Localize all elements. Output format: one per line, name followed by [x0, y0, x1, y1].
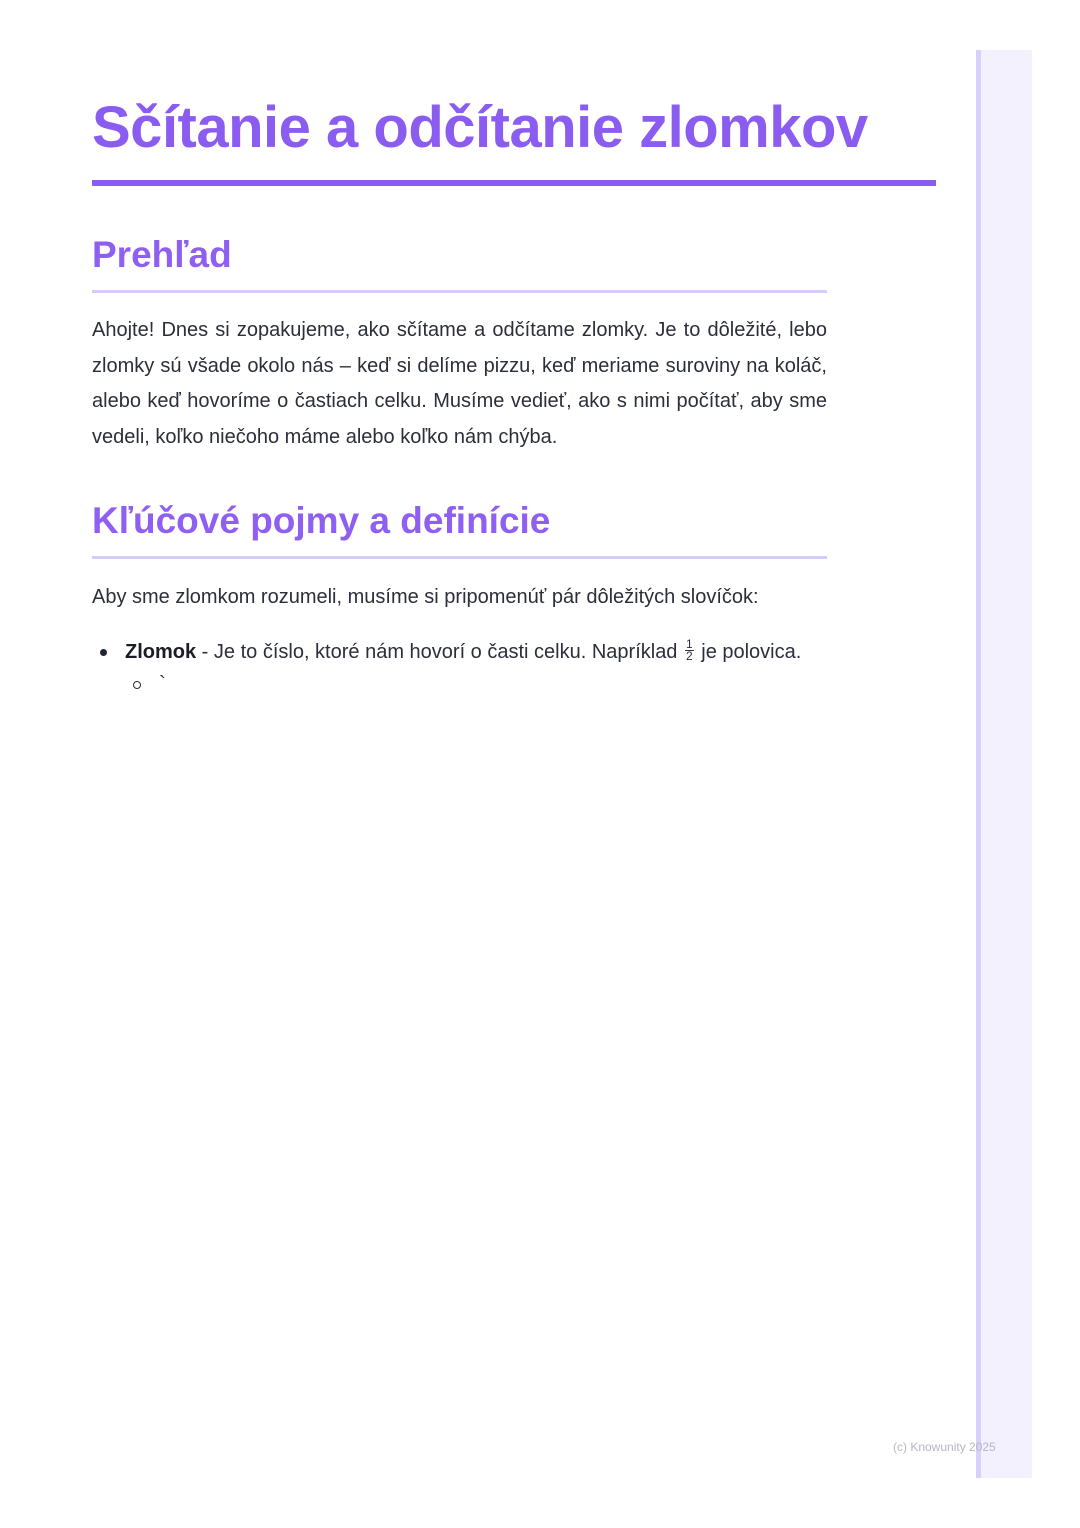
term-definition-end: je polovica. — [695, 641, 802, 663]
circle-bullet-icon — [133, 681, 141, 689]
page-title: Sčítanie a odčítanie zlomkov — [92, 95, 868, 160]
sub-item-text: ` — [159, 673, 166, 695]
bullet-icon — [100, 649, 107, 656]
section-heading-overview: Prehľad — [92, 234, 232, 275]
title-divider — [92, 180, 936, 186]
term-definition-start: - Je to číslo, ktoré nám hovorí o časti celku. Napríklad — [196, 641, 683, 663]
copyright-footer: (c) Knowunity 2025 — [893, 1440, 996, 1454]
fraction-denominator: 2 — [686, 649, 693, 664]
sub-list-item — [125, 671, 827, 697]
section-divider-overview — [92, 290, 827, 293]
term-label: Zlomok — [125, 641, 197, 663]
key-terms-list — [92, 636, 827, 697]
section-divider-key-terms — [92, 556, 827, 559]
list-item — [92, 636, 827, 697]
key-terms-intro: Aby sme zlomkom rozumeli, musíme si pripomenúť pár dôležitých slovíčok: — [92, 586, 759, 608]
section-heading-key-terms: Kľúčové pojmy a definície — [92, 500, 551, 541]
overview-paragraph: Ahojte! Dnes si zopakujeme, ako sčítame a odčítame zlomky. Je to dôležité, lebo zlomky sú všade okolo nás – keď si delíme pizzu, keď meriame suroviny na koláč, alebo keď hovoríme o častiach celku. Musíme vedieť, ako s nimi počítať, aby sme vedeli, koľko niečoho máme alebo koľko nám chýba. — [92, 319, 827, 448]
fraction-numerator: 1 — [686, 637, 693, 652]
side-panel — [976, 50, 1032, 1478]
fraction-one-half — [685, 639, 694, 662]
